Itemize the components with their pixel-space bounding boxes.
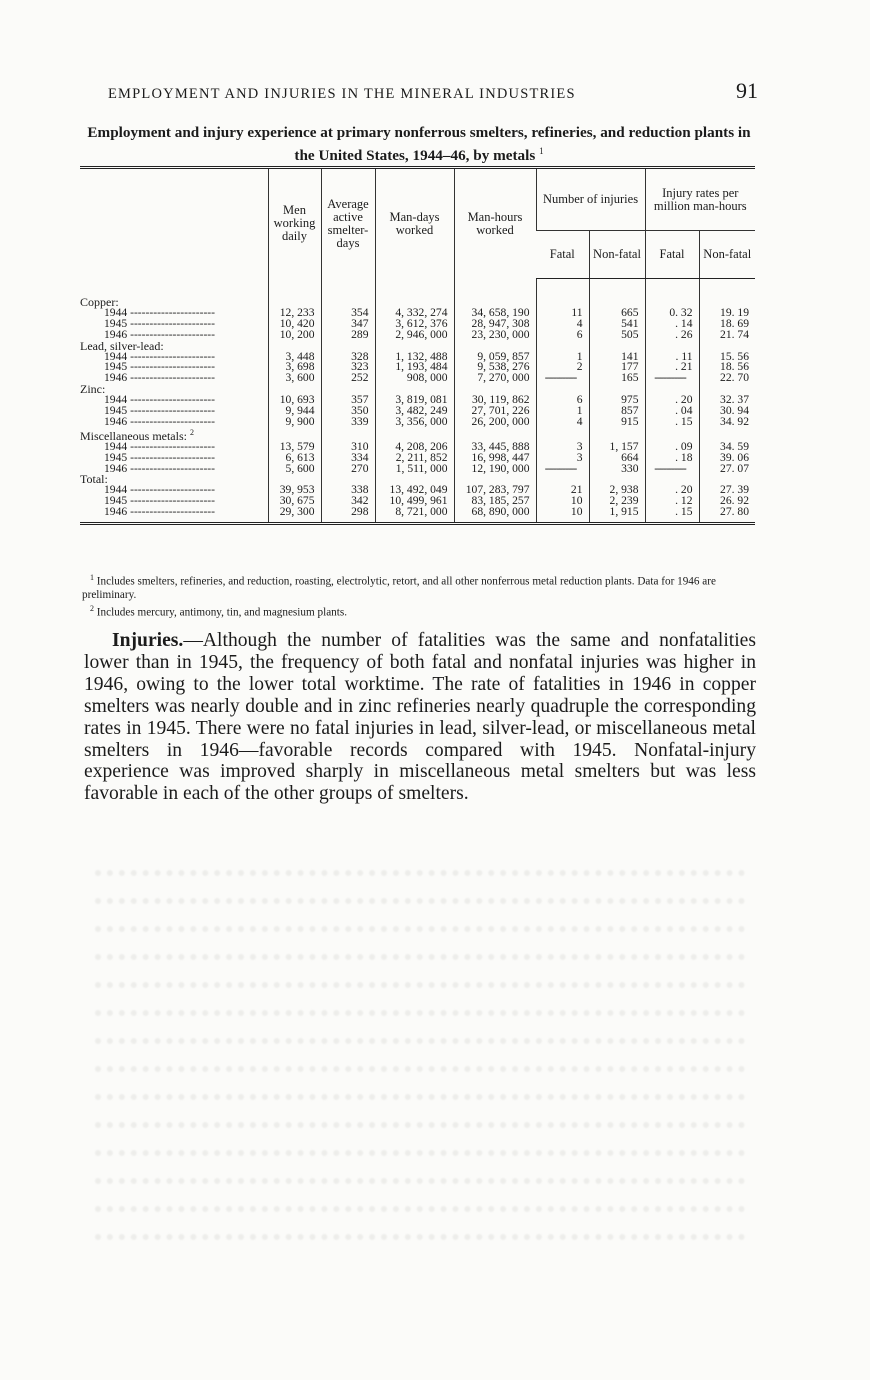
year-cell: 1945 ---------------------- [104,360,216,374]
footnote-1-text: Includes smelters, refineries, and reduction, roasting, electrolytic, retort, and all other nonferrous metal reduction plants. Data for 1946 are preliminary. [82,575,716,601]
men-working-cell: 10, 200 [268,330,321,341]
nonfatal-rate-cell: 32. 37 [699,395,755,406]
year-cell: 1944 ---------------------- [104,349,216,363]
active-days-cell: 338 [321,485,375,496]
nonfatal-cell: 2, 938 [589,485,645,496]
fatal-rate-cell: . 14 [645,319,699,330]
man-hours-cell: 33, 445, 888 [454,442,536,453]
man-days-cell: 4, 332, 274 [375,308,454,319]
fatal-rate-cell: . 18 [645,453,699,464]
fatal-rate-cell: . 21 [645,362,699,373]
man-hours-cell: 7, 270, 000 [454,373,536,384]
nonfatal-rate-cell: 18. 56 [699,362,755,373]
fatal-cell: ----------- [536,464,589,475]
nonfatal-rate-cell: 30. 94 [699,406,755,417]
table-row [80,373,755,384]
empty-cell [699,279,755,308]
men-working-cell: 3, 698 [268,362,321,373]
group-label-text: Lead, silver-lead: [80,338,164,353]
col-header-man-hours: Man-hours worked [454,168,536,279]
man-days-cell: 4, 208, 206 [375,442,454,453]
year-cell: 1945 ---------------------- [104,316,216,330]
col-header-avg-days: Average active smelter-days [321,168,375,279]
nonfatal-rate-cell: 34. 59 [699,442,755,453]
fatal-cell: 21 [536,485,589,496]
man-days-cell: 3, 819, 081 [375,395,454,406]
active-days-cell: 357 [321,395,375,406]
nonfatal-rate-cell: 27. 80 [699,507,755,523]
man-hours-cell: 68, 890, 000 [454,507,536,523]
man-hours-cell: 28, 947, 308 [454,319,536,330]
man-hours-cell: 34, 658, 190 [454,308,536,319]
year-cell: 1946 ---------------------- [104,327,216,341]
fatal-cell: 4 [536,417,589,428]
year-cell: 1944 ---------------------- [104,439,216,453]
group-label [80,279,268,308]
group-header-row [80,279,755,308]
paragraph-run-in-heading: Injuries. [112,630,184,651]
man-days-cell: 2, 211, 852 [375,453,454,464]
footnotes [82,571,758,619]
year-cell: 1946 ---------------------- [104,461,216,475]
col-header-man-days: Man-days worked [375,168,454,279]
men-working-cell: 10, 693 [268,395,321,406]
man-hours-cell: 107, 283, 797 [454,485,536,496]
bleed-through-texture [95,850,745,1250]
empty-cell [321,279,375,308]
fatal-rate-cell: . 20 [645,395,699,406]
active-days-cell: 334 [321,453,375,464]
empty-cell [268,279,321,308]
active-days-cell: 270 [321,464,375,475]
man-days-cell: 1, 193, 484 [375,362,454,373]
fatal-rate-cell: 0. 32 [645,308,699,319]
nonfatal-cell: 857 [589,406,645,417]
table-container [80,166,755,525]
nonfatal-rate-cell: 26. 92 [699,496,755,507]
fatal-rate-cell: . 04 [645,406,699,417]
nonfatal-cell: 1, 157 [589,442,645,453]
fatal-rate-cell: . 15 [645,417,699,428]
man-hours-cell: 27, 701, 226 [454,406,536,417]
man-hours-cell: 12, 190, 000 [454,464,536,475]
group-label-text: Miscellaneous metals: [80,428,187,443]
nonfatal-cell: 165 [589,373,645,384]
group-label-text: Total: [80,472,108,487]
man-days-cell: 8, 721, 000 [375,507,454,523]
empty-cell [645,279,699,308]
fatal-cell: 3 [536,442,589,453]
active-days-cell: 310 [321,442,375,453]
fatal-rate-cell: . 26 [645,330,699,341]
table-body [80,279,755,524]
fatal-cell: 1 [536,352,589,363]
men-working-cell: 29, 300 [268,507,321,523]
table-row [80,507,755,523]
fatal-rate-cell: . 20 [645,485,699,496]
fatal-cell: 10 [536,496,589,507]
nonfatal-rate-cell: 21. 74 [699,330,755,341]
men-working-cell: 9, 944 [268,406,321,417]
fatal-rate-cell: ----------- [645,373,699,384]
group-label-text: Copper: [80,294,119,309]
page-number: 91 [736,78,758,103]
fatal-cell: 4 [536,319,589,330]
fatal-cell: 11 [536,308,589,319]
nonfatal-cell: 541 [589,319,645,330]
year-cell: 1945 ---------------------- [104,450,216,464]
empty-cell [375,279,454,308]
active-days-cell: 342 [321,496,375,507]
active-days-cell: 298 [321,507,375,523]
col-header-injuries: Number of injuries [536,168,645,231]
running-head [108,78,758,104]
man-days-cell: 1, 511, 000 [375,464,454,475]
table-row [80,417,755,428]
table-row [80,330,755,341]
men-working-cell: 3, 600 [268,373,321,384]
man-hours-cell: 9, 538, 276 [454,362,536,373]
nonfatal-rate-cell: 39. 06 [699,453,755,464]
men-working-cell: 6, 613 [268,453,321,464]
group-label-text: Zinc: [80,382,106,397]
paragraph-text: —Although the number of fatalities was the same and nonfatalities lower than in 1945, the frequency of both fatal and nonfatal injuries was higher in 1946, owing to the lower total worktime. The rate of fatalities in 1946 in copper smelters was nearly double and in zinc refineries nearly quadruple the corresponding rates in 1945. There were no fatal injuries in lead, silver-lead, or miscellaneous metal smelters in 1946—favorable records compared with 1945. Nonfatal-injury experience was improved sharply in miscellaneous metal smelters but was less favorable in each of the other groups of smelters. [84,630,756,805]
man-days-cell: 908, 000 [375,373,454,384]
footnote-2-ref: 2 [90,603,94,613]
nonfatal-cell: 177 [589,362,645,373]
active-days-cell: 347 [321,319,375,330]
caption-footnote-ref: 1 [539,146,544,156]
year-cell: 1945 ---------------------- [104,404,216,418]
man-hours-cell: 9, 059, 857 [454,352,536,363]
nonfatal-rate-cell: 18. 69 [699,319,755,330]
fatal-rate-cell: ----------- [645,464,699,475]
active-days-cell: 289 [321,330,375,341]
nonfatal-rate-cell: 19. 19 [699,308,755,319]
man-days-cell: 1, 132, 488 [375,352,454,363]
fatal-cell: 6 [536,330,589,341]
man-hours-cell: 30, 119, 862 [454,395,536,406]
active-days-cell: 354 [321,308,375,319]
year-cell: 1945 ---------------------- [104,494,216,508]
nonfatal-cell: 975 [589,395,645,406]
man-hours-cell: 23, 230, 000 [454,330,536,341]
men-working-cell: 3, 448 [268,352,321,363]
nonfatal-rate-cell: 27. 39 [699,485,755,496]
fatal-cell: 6 [536,395,589,406]
fatal-rate-cell: . 09 [645,442,699,453]
col-header-fatal: Fatal [536,231,589,279]
active-days-cell: 252 [321,373,375,384]
men-working-cell: 39, 953 [268,485,321,496]
year-cell: 1944 ---------------------- [104,393,216,407]
running-title: EMPLOYMENT AND INJURIES IN THE MINERAL INDUSTRIES [108,86,576,102]
fatal-cell: 3 [536,453,589,464]
man-days-cell: 10, 499, 961 [375,496,454,507]
nonfatal-cell: 915 [589,417,645,428]
year-cell: 1946 ---------------------- [104,414,216,428]
man-hours-cell: 83, 185, 257 [454,496,536,507]
year-cell: 1946 ---------------------- [80,507,268,523]
body-paragraph [84,630,756,805]
year-cell: 1944 ---------------------- [104,305,216,319]
empty-cell [589,279,645,308]
man-days-cell: 2, 946, 000 [375,330,454,341]
nonfatal-rate-cell: 27. 07 [699,464,755,475]
man-days-cell: 3, 356, 000 [375,417,454,428]
fatal-cell: 1 [536,406,589,417]
man-days-cell: 13, 492, 049 [375,485,454,496]
fatal-cell: 10 [536,507,589,523]
year-cell: 1944 ---------------------- [104,483,216,497]
col-header-rates: Injury rates per million man-hours [645,168,755,231]
nonfatal-cell: 505 [589,330,645,341]
empty-cell [536,279,589,308]
footnote-1-ref: 1 [90,573,94,582]
fatal-rate-cell: . 11 [645,352,699,363]
man-hours-cell: 16, 998, 447 [454,453,536,464]
group-footnote-ref: 2 [189,427,194,437]
men-working-cell: 30, 675 [268,496,321,507]
table-caption [82,123,756,165]
nonfatal-rate-cell: 15. 56 [699,352,755,363]
nonfatal-rate-cell: 34. 92 [699,417,755,428]
man-hours-cell: 26, 200, 000 [454,417,536,428]
men-working-cell: 9, 900 [268,417,321,428]
fatal-cell: ----------- [536,373,589,384]
col-header-men: Men working daily [268,168,321,279]
men-working-cell: 13, 579 [268,442,321,453]
fatal-rate-cell: . 15 [645,507,699,523]
nonfatal-cell: 665 [589,308,645,319]
footnote-2-text: Includes mercury, antimony, tin, and magnesium plants. [96,606,348,619]
footnote-2 [82,602,758,620]
man-days-cell: 3, 612, 376 [375,319,454,330]
nonfatal-cell: 141 [589,352,645,363]
nonfatal-cell: 2, 239 [589,496,645,507]
table-caption-text: Employment and injury experience at primary nonferrous smelters, refineries, and reduction plants in the United States, 1944–46, by metals [87,124,751,165]
active-days-cell: 323 [321,362,375,373]
nonfatal-rate-cell: 22. 70 [699,373,755,384]
active-days-cell: 350 [321,406,375,417]
col-header-nonfatal-rate: Non-fatal [699,231,755,279]
empty-cell [454,279,536,308]
men-working-cell: 5, 600 [268,464,321,475]
active-days-cell: 328 [321,352,375,363]
injury-table [80,166,755,525]
stub-header [80,168,268,279]
year-cell: 1946 ---------------------- [104,371,216,385]
nonfatal-cell: 664 [589,453,645,464]
nonfatal-cell: 1, 915 [589,507,645,523]
table-header [80,168,755,279]
table-row [80,464,755,475]
nonfatal-cell: 330 [589,464,645,475]
footnote-1 [82,571,758,602]
col-header-nonfatal: Non-fatal [589,231,645,279]
col-header-fatal-rate: Fatal [645,231,699,279]
fatal-cell: 2 [536,362,589,373]
fatal-rate-cell: . 12 [645,496,699,507]
man-days-cell: 3, 482, 249 [375,406,454,417]
men-working-cell: 10, 420 [268,319,321,330]
men-working-cell: 12, 233 [268,308,321,319]
active-days-cell: 339 [321,417,375,428]
